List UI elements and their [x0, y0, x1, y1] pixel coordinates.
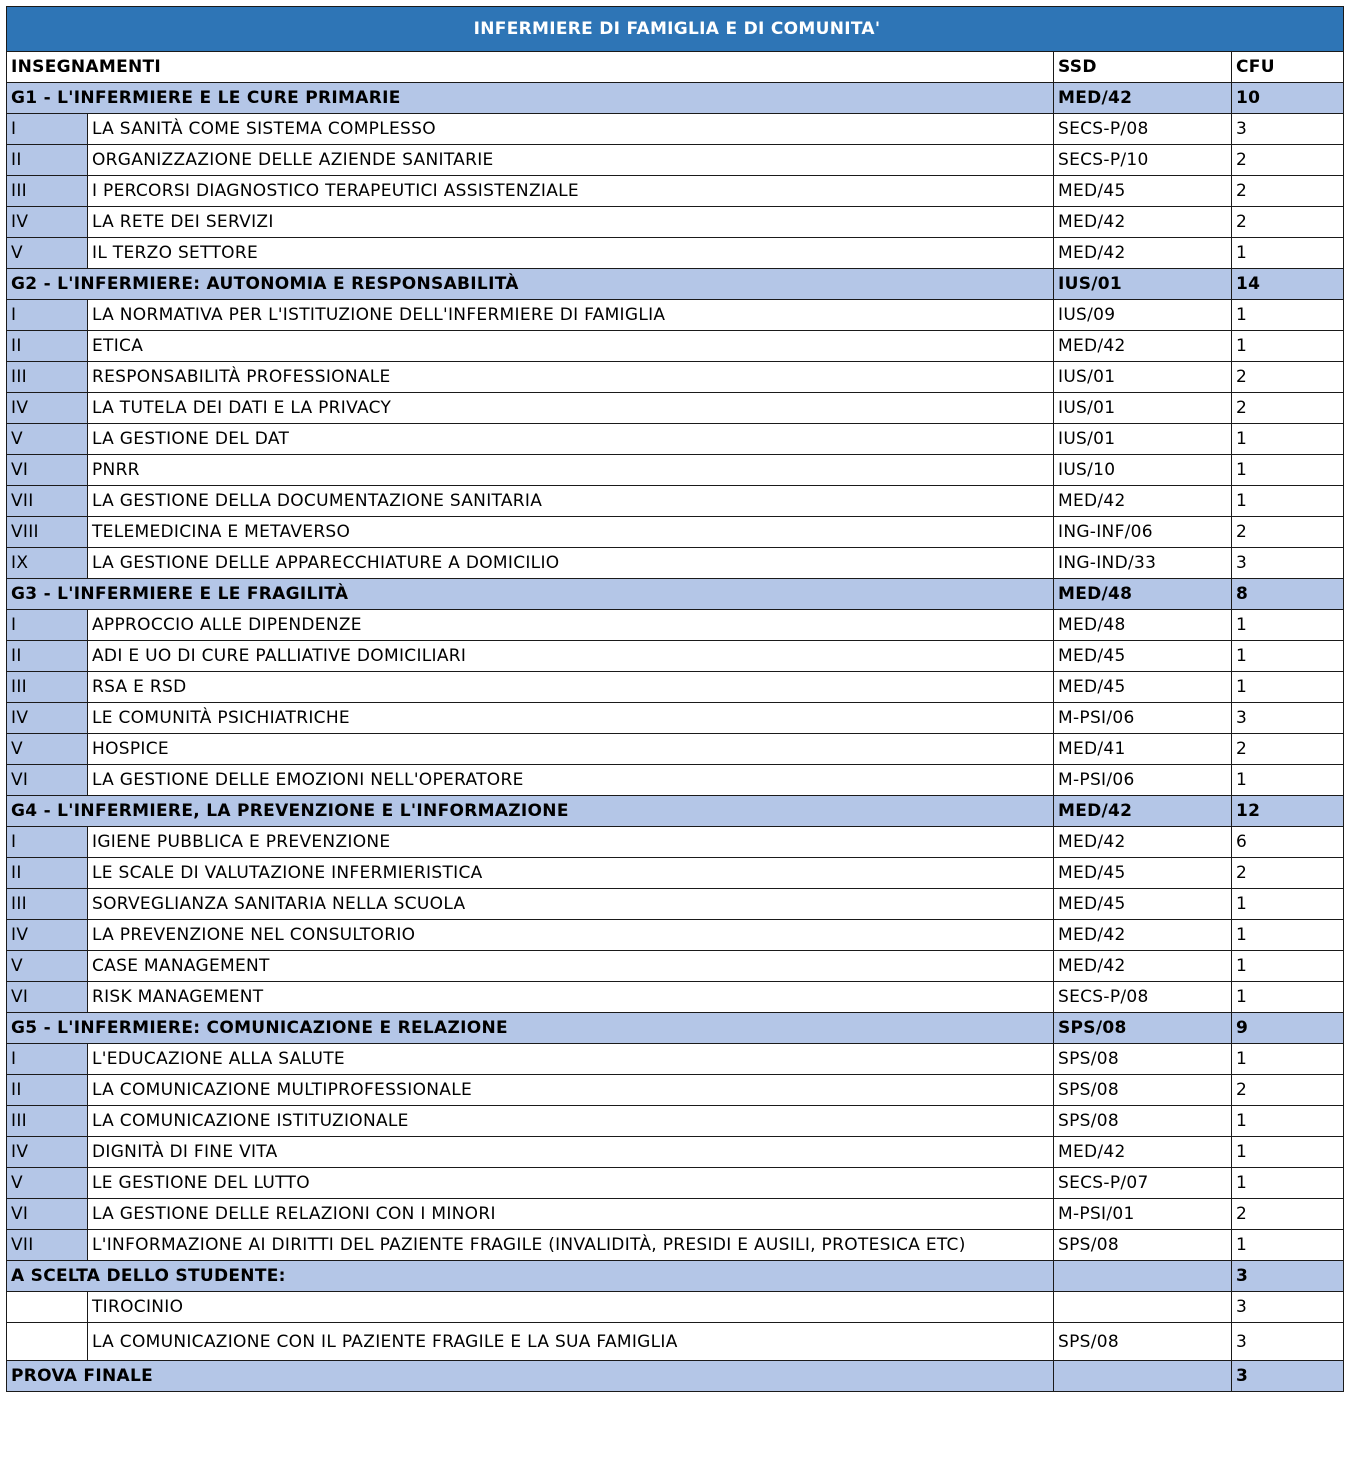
course-cfu: 1: [1232, 1044, 1344, 1075]
course-cfu: 1: [1232, 982, 1344, 1013]
course-cfu: 1: [1232, 455, 1344, 486]
course-name: LA RETE DEI SERVIZI: [88, 207, 1054, 238]
course-name: LE GESTIONE DEL LUTTO: [88, 1168, 1054, 1199]
course-number: VII: [7, 1230, 88, 1261]
table-row: [7, 1168, 1344, 1199]
course-cfu: 1: [1232, 889, 1344, 920]
course-ssd: MED/42: [1054, 1137, 1232, 1168]
course-name: RESPONSABILITÀ PROFESSIONALE: [88, 362, 1054, 393]
course-cfu: 1: [1232, 765, 1344, 796]
course-number: V: [7, 734, 88, 765]
course-ssd: MED/45: [1054, 641, 1232, 672]
course-cfu: 2: [1232, 1199, 1344, 1230]
curriculum-table-body: [7, 7, 1344, 1392]
course-number: II: [7, 641, 88, 672]
course-number: V: [7, 424, 88, 455]
course-cfu: 1: [1232, 1137, 1344, 1168]
course-name: RISK MANAGEMENT: [88, 982, 1054, 1013]
course-cfu: 3: [1232, 1323, 1344, 1361]
group-title: A SCELTA DELLO STUDENTE:: [7, 1261, 1054, 1292]
course-number: II: [7, 1075, 88, 1106]
course-ssd: SPS/08: [1054, 1075, 1232, 1106]
course-name: LA PREVENZIONE NEL CONSULTORIO: [88, 920, 1054, 951]
header-row: [7, 52, 1344, 83]
course-ssd: SPS/08: [1054, 1044, 1232, 1075]
course-number: V: [7, 951, 88, 982]
course-number: I: [7, 1044, 88, 1075]
course-number: [7, 1292, 88, 1323]
table-row: [7, 703, 1344, 734]
course-ssd: MED/45: [1054, 672, 1232, 703]
course-ssd: [1054, 1292, 1232, 1323]
course-cfu: 3: [1232, 1292, 1344, 1323]
table-row: [7, 672, 1344, 703]
course-number: I: [7, 610, 88, 641]
course-cfu: 2: [1232, 393, 1344, 424]
course-cfu: 1: [1232, 951, 1344, 982]
course-ssd: MED/42: [1054, 331, 1232, 362]
course-number: III: [7, 672, 88, 703]
course-number: VII: [7, 486, 88, 517]
group-title: G4 - L'INFERMIERE, LA PREVENZIONE E L'INFORMAZIONE: [7, 796, 1054, 827]
course-cfu: 1: [1232, 486, 1344, 517]
course-name: TELEMEDICINA E METAVERSO: [88, 517, 1054, 548]
course-number: VIII: [7, 517, 88, 548]
title-row: [7, 7, 1344, 52]
course-name: LA TUTELA DEI DATI E LA PRIVACY: [88, 393, 1054, 424]
course-cfu: 1: [1232, 1230, 1344, 1261]
final-exam-row: [7, 1361, 1344, 1392]
course-name: L'INFORMAZIONE AI DIRITTI DEL PAZIENTE FRAGILE (INVALIDITÀ, PRESIDI E AUSILI, PROTESICA ETC): [88, 1230, 1054, 1261]
group-cfu: 10: [1232, 83, 1344, 114]
course-name: LA GESTIONE DELLE EMOZIONI NELL'OPERATORE: [88, 765, 1054, 796]
group-row: [7, 269, 1344, 300]
course-name: PNRR: [88, 455, 1054, 486]
group-cfu: 12: [1232, 796, 1344, 827]
header-course: INSEGNAMENTI: [7, 52, 1054, 83]
course-ssd: IUS/09: [1054, 300, 1232, 331]
curriculum-table: [6, 6, 1344, 1392]
course-number: VI: [7, 982, 88, 1013]
group-title: G1 - L'INFERMIERE E LE CURE PRIMARIE: [7, 83, 1054, 114]
group-title: G2 - L'INFERMIERE: AUTONOMIA E RESPONSABILITÀ: [7, 269, 1054, 300]
course-ssd: SECS-P/08: [1054, 982, 1232, 1013]
course-name: LA COMUNICAZIONE CON IL PAZIENTE FRAGILE E LA SUA FAMIGLIA: [88, 1323, 1054, 1361]
table-row: [7, 1323, 1344, 1361]
group-title: G5 - L'INFERMIERE: COMUNICAZIONE E RELAZIONE: [7, 1013, 1054, 1044]
course-ssd: ING-IND/33: [1054, 548, 1232, 579]
course-number: III: [7, 362, 88, 393]
course-name: LA COMUNICAZIONE ISTITUZIONALE: [88, 1106, 1054, 1137]
course-ssd: MED/42: [1054, 951, 1232, 982]
group-cfu: 14: [1232, 269, 1344, 300]
course-number: VI: [7, 765, 88, 796]
course-number: III: [7, 1106, 88, 1137]
course-ssd: MED/42: [1054, 207, 1232, 238]
table-row: [7, 1044, 1344, 1075]
course-cfu: 2: [1232, 734, 1344, 765]
table-row: [7, 1075, 1344, 1106]
course-cfu: 3: [1232, 548, 1344, 579]
group-ssd: [1054, 1261, 1232, 1292]
course-ssd: IUS/01: [1054, 393, 1232, 424]
course-cfu: 2: [1232, 207, 1344, 238]
table-row: [7, 455, 1344, 486]
course-number: V: [7, 238, 88, 269]
table-row: [7, 734, 1344, 765]
table-row: [7, 982, 1344, 1013]
course-number: I: [7, 827, 88, 858]
course-ssd: MED/41: [1054, 734, 1232, 765]
course-number: III: [7, 889, 88, 920]
course-name: IL TERZO SETTORE: [88, 238, 1054, 269]
table-row: [7, 889, 1344, 920]
course-name: LA GESTIONE DEL DAT: [88, 424, 1054, 455]
table-row: [7, 486, 1344, 517]
course-cfu: 1: [1232, 610, 1344, 641]
course-cfu: 1: [1232, 300, 1344, 331]
table-row: [7, 610, 1344, 641]
course-ssd: MED/42: [1054, 486, 1232, 517]
course-cfu: 1: [1232, 1106, 1344, 1137]
course-name: SORVEGLIANZA SANITARIA NELLA SCUOLA: [88, 889, 1054, 920]
course-ssd: M-PSI/06: [1054, 703, 1232, 734]
course-number: IV: [7, 393, 88, 424]
group-cfu: 3: [1232, 1361, 1344, 1392]
course-number: VI: [7, 455, 88, 486]
course-ssd: IUS/10: [1054, 455, 1232, 486]
elective-row: [7, 1261, 1344, 1292]
course-ssd: MED/48: [1054, 610, 1232, 641]
table-row: [7, 424, 1344, 455]
course-number: VI: [7, 1199, 88, 1230]
group-title: G3 - L'INFERMIERE E LE FRAGILITÀ: [7, 579, 1054, 610]
course-number: I: [7, 300, 88, 331]
course-name: TIROCINIO: [88, 1292, 1054, 1323]
course-ssd: MED/45: [1054, 889, 1232, 920]
course-cfu: 2: [1232, 362, 1344, 393]
course-cfu: 1: [1232, 641, 1344, 672]
course-ssd: MED/42: [1054, 920, 1232, 951]
group-ssd: [1054, 1361, 1232, 1392]
table-row: [7, 1199, 1344, 1230]
course-name: APPROCCIO ALLE DIPENDENZE: [88, 610, 1054, 641]
course-cfu: 2: [1232, 1075, 1344, 1106]
table-row: [7, 1106, 1344, 1137]
table-row: [7, 176, 1344, 207]
course-ssd: SECS-P/08: [1054, 114, 1232, 145]
course-name: RSA E RSD: [88, 672, 1054, 703]
course-name: LE COMUNITÀ PSICHIATRICHE: [88, 703, 1054, 734]
table-row: [7, 145, 1344, 176]
course-number: IV: [7, 703, 88, 734]
group-ssd: SPS/08: [1054, 1013, 1232, 1044]
table-row: [7, 393, 1344, 424]
table-row: [7, 858, 1344, 889]
table-row: [7, 300, 1344, 331]
course-cfu: 1: [1232, 1168, 1344, 1199]
header-cfu: CFU: [1232, 52, 1344, 83]
course-number: II: [7, 331, 88, 362]
course-cfu: 1: [1232, 672, 1344, 703]
page-title: INFERMIERE DI FAMIGLIA E DI COMUNITA': [7, 7, 1344, 52]
course-ssd: SPS/08: [1054, 1323, 1232, 1361]
course-ssd: SECS-P/07: [1054, 1168, 1232, 1199]
course-cfu: 3: [1232, 114, 1344, 145]
course-name: ETICA: [88, 331, 1054, 362]
group-cfu: 8: [1232, 579, 1344, 610]
group-row: [7, 1013, 1344, 1044]
group-ssd: MED/48: [1054, 579, 1232, 610]
group-ssd: MED/42: [1054, 83, 1232, 114]
course-cfu: 2: [1232, 858, 1344, 889]
group-ssd: MED/42: [1054, 796, 1232, 827]
course-ssd: IUS/01: [1054, 424, 1232, 455]
course-name: HOSPICE: [88, 734, 1054, 765]
table-row: [7, 765, 1344, 796]
course-ssd: SECS-P/10: [1054, 145, 1232, 176]
course-ssd: SPS/08: [1054, 1230, 1232, 1261]
course-ssd: SPS/08: [1054, 1106, 1232, 1137]
table-row: [7, 207, 1344, 238]
course-name: L'EDUCAZIONE ALLA SALUTE: [88, 1044, 1054, 1075]
course-cfu: 1: [1232, 238, 1344, 269]
header-ssd: SSD: [1054, 52, 1232, 83]
course-number: IV: [7, 920, 88, 951]
course-ssd: M-PSI/01: [1054, 1199, 1232, 1230]
course-name: CASE MANAGEMENT: [88, 951, 1054, 982]
group-row: [7, 796, 1344, 827]
course-number: IV: [7, 1137, 88, 1168]
group-ssd: IUS/01: [1054, 269, 1232, 300]
table-row: [7, 1292, 1344, 1323]
table-row: [7, 114, 1344, 145]
table-row: [7, 238, 1344, 269]
course-ssd: MED/42: [1054, 238, 1232, 269]
course-name: LA GESTIONE DELLE RELAZIONI CON I MINORI: [88, 1199, 1054, 1230]
table-row: [7, 920, 1344, 951]
group-row: [7, 83, 1344, 114]
course-number: IX: [7, 548, 88, 579]
course-cfu: 6: [1232, 827, 1344, 858]
course-cfu: 2: [1232, 517, 1344, 548]
course-number: I: [7, 114, 88, 145]
group-cfu: 3: [1232, 1261, 1344, 1292]
course-name: LA GESTIONE DELLE APPARECCHIATURE A DOMICILIO: [88, 548, 1054, 579]
course-number: II: [7, 858, 88, 889]
table-row: [7, 362, 1344, 393]
course-cfu: 2: [1232, 176, 1344, 207]
course-ssd: MED/45: [1054, 858, 1232, 889]
table-row: [7, 951, 1344, 982]
course-name: IGIENE PUBBLICA E PREVENZIONE: [88, 827, 1054, 858]
course-cfu: 3: [1232, 703, 1344, 734]
course-name: LE SCALE DI VALUTAZIONE INFERMIERISTICA: [88, 858, 1054, 889]
course-name: LA COMUNICAZIONE MULTIPROFESSIONALE: [88, 1075, 1054, 1106]
course-number: III: [7, 176, 88, 207]
table-row: [7, 641, 1344, 672]
table-row: [7, 1230, 1344, 1261]
course-number: II: [7, 145, 88, 176]
course-name: LA SANITÀ COME SISTEMA COMPLESSO: [88, 114, 1054, 145]
course-ssd: MED/45: [1054, 176, 1232, 207]
group-row: [7, 579, 1344, 610]
table-row: [7, 548, 1344, 579]
course-name: LA NORMATIVA PER L'ISTITUZIONE DELL'INFERMIERE DI FAMIGLIA: [88, 300, 1054, 331]
course-ssd: MED/42: [1054, 827, 1232, 858]
course-number: V: [7, 1168, 88, 1199]
course-number: [7, 1323, 88, 1361]
course-ssd: M-PSI/06: [1054, 765, 1232, 796]
table-row: [7, 331, 1344, 362]
table-row: [7, 1137, 1344, 1168]
course-name: I PERCORSI DIAGNOSTICO TERAPEUTICI ASSISTENZIALE: [88, 176, 1054, 207]
course-cfu: 1: [1232, 331, 1344, 362]
course-name: DIGNITÀ DI FINE VITA: [88, 1137, 1054, 1168]
course-name: LA GESTIONE DELLA DOCUMENTAZIONE SANITARIA: [88, 486, 1054, 517]
course-cfu: 1: [1232, 920, 1344, 951]
table-row: [7, 517, 1344, 548]
course-number: IV: [7, 207, 88, 238]
course-ssd: IUS/01: [1054, 362, 1232, 393]
course-cfu: 2: [1232, 145, 1344, 176]
course-cfu: 1: [1232, 424, 1344, 455]
table-row: [7, 827, 1344, 858]
course-name: ADI E UO DI CURE PALLIATIVE DOMICILIARI: [88, 641, 1054, 672]
course-name: ORGANIZZAZIONE DELLE AZIENDE SANITARIE: [88, 145, 1054, 176]
group-title: PROVA FINALE: [7, 1361, 1054, 1392]
group-cfu: 9: [1232, 1013, 1344, 1044]
course-ssd: ING-INF/06: [1054, 517, 1232, 548]
